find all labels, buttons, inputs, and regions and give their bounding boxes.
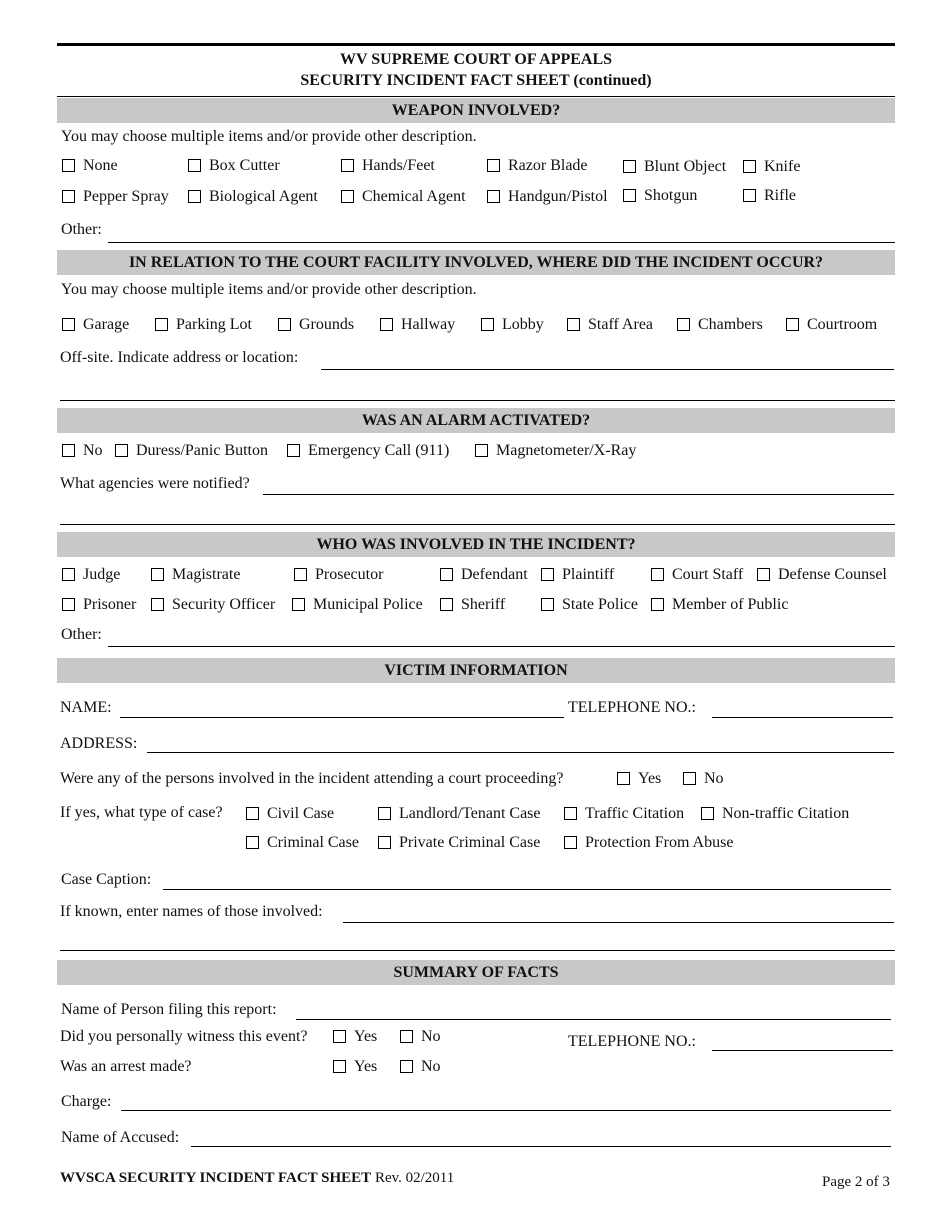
checkbox-box[interactable]	[62, 444, 75, 457]
checkbox-involved-defense-counsel[interactable]: Defense Counsel	[757, 566, 887, 584]
involved-other-field[interactable]	[108, 646, 895, 647]
checkbox-box[interactable]	[651, 598, 664, 611]
checkbox-witness-yes[interactable]: Yes	[333, 1028, 377, 1046]
names-involved-field[interactable]	[343, 922, 894, 923]
checkbox-involved-plaintiff[interactable]: Plaintiff	[541, 566, 614, 584]
checkbox-location-hallway[interactable]: Hallway	[380, 316, 455, 334]
agencies-field[interactable]	[263, 494, 894, 495]
checkbox-box[interactable]	[677, 318, 690, 331]
charge-label: Charge:	[61, 1093, 112, 1110]
victim-address-field[interactable]	[147, 752, 894, 753]
checkbox-box[interactable]	[188, 159, 201, 172]
checkbox-case-private-criminal[interactable]: Private Criminal Case	[378, 834, 540, 852]
checkbox-box[interactable]	[62, 190, 75, 203]
checkbox-box[interactable]	[564, 807, 577, 820]
checkbox-box[interactable]	[481, 318, 494, 331]
checkbox-box[interactable]	[246, 836, 259, 849]
checkbox-involved-prosecutor[interactable]: Prosecutor	[294, 566, 383, 584]
checkbox-box[interactable]	[400, 1030, 413, 1043]
alarm-section-header: WAS AN ALARM ACTIVATED?	[57, 408, 895, 433]
victim-address-label: ADDRESS:	[60, 735, 138, 752]
checkbox-box[interactable]	[743, 160, 756, 173]
checkbox-involved-court-staff[interactable]: Court Staff	[651, 566, 743, 584]
names-involved-label: If known, enter names of those involved:	[60, 903, 323, 920]
checkbox-box[interactable]	[246, 807, 259, 820]
victim-telephone-label: TELEPHONE NO.:	[568, 699, 696, 716]
checkbox-box[interactable]	[623, 189, 636, 202]
checkbox-box[interactable]	[292, 598, 305, 611]
checkbox-weapon-pepper-spray[interactable]: Pepper Spray	[62, 188, 169, 206]
checkbox-box[interactable]	[278, 318, 291, 331]
checkbox-box[interactable]	[623, 160, 636, 173]
checkbox-arrest-no[interactable]: No	[400, 1058, 441, 1076]
agencies-label: What agencies were notified?	[60, 475, 250, 492]
checkbox-box[interactable]	[564, 836, 577, 849]
location-note: You may choose multiple items and/or provide other description.	[61, 281, 477, 298]
offsite-field-line-2[interactable]	[60, 400, 895, 401]
checkbox-involved-judge[interactable]: Judge	[62, 566, 120, 584]
checkbox-location-garage[interactable]: Garage	[62, 316, 129, 334]
checkbox-box[interactable]	[400, 1060, 413, 1073]
checkbox-involved-member-of-public[interactable]: Member of Public	[651, 596, 788, 614]
checkbox-box[interactable]	[155, 318, 168, 331]
checkbox-witness-no[interactable]: No	[400, 1028, 441, 1046]
checkbox-box[interactable]	[487, 190, 500, 203]
names-involved-field-line-2[interactable]	[60, 950, 895, 951]
checkbox-case-criminal[interactable]: Criminal Case	[246, 834, 359, 852]
checkbox-box[interactable]	[567, 318, 580, 331]
checkbox-box[interactable]	[378, 807, 391, 820]
checkbox-location-chambers[interactable]: Chambers	[677, 316, 763, 334]
checkbox-location-parking-lot[interactable]: Parking Lot	[155, 316, 252, 334]
checkbox-weapon-chemical-agent[interactable]: Chemical Agent	[341, 188, 466, 206]
offsite-field[interactable]	[321, 369, 894, 370]
checkbox-involved-prisoner[interactable]: Prisoner	[62, 596, 136, 614]
victim-name-label: NAME:	[60, 699, 112, 716]
checkbox-alarm-emergency-call[interactable]: Emergency Call (911)	[287, 442, 449, 460]
checkbox-location-grounds[interactable]: Grounds	[278, 316, 354, 334]
filer-label: Name of Person filing this report:	[61, 1001, 277, 1018]
filer-field[interactable]	[296, 1019, 891, 1020]
checkbox-box[interactable]	[475, 444, 488, 457]
page-number: Page 2 of 3	[822, 1174, 890, 1190]
witness-question: Did you personally witness this event?	[60, 1028, 308, 1045]
checkbox-box[interactable]	[62, 598, 75, 611]
checkbox-involved-security-officer[interactable]: Security Officer	[151, 596, 275, 614]
weapon-other-label: Other:	[61, 221, 102, 238]
checkbox-box[interactable]	[440, 568, 453, 581]
checkbox-location-courtroom[interactable]: Courtroom	[786, 316, 877, 334]
checkbox-box[interactable]	[62, 159, 75, 172]
checkbox-case-non-traffic-citation[interactable]: Non-traffic Citation	[701, 805, 849, 823]
checkbox-court-proceeding-no[interactable]: No	[683, 770, 724, 788]
case-caption-field[interactable]	[163, 889, 891, 890]
checkbox-box[interactable]	[541, 598, 554, 611]
checkbox-box[interactable]	[62, 318, 75, 331]
weapon-section-header: WEAPON INVOLVED?	[57, 98, 895, 123]
checkbox-involved-state-police[interactable]: State Police	[541, 596, 638, 614]
checkbox-box[interactable]	[541, 568, 554, 581]
filer-telephone-label: TELEPHONE NO.:	[568, 1033, 696, 1050]
checkbox-weapon-handgun-pistol[interactable]: Handgun/Pistol	[487, 188, 608, 206]
involved-other-label: Other:	[61, 626, 102, 643]
checkbox-alarm-magnetometer[interactable]: Magnetometer/X-Ray	[475, 442, 636, 460]
checkbox-box[interactable]	[341, 190, 354, 203]
footer-form-name: WVSCA SECURITY INCIDENT FACT SHEET	[60, 1170, 372, 1186]
checkbox-box[interactable]	[440, 598, 453, 611]
checkbox-box[interactable]	[341, 159, 354, 172]
checkbox-box[interactable]	[62, 568, 75, 581]
victim-name-field[interactable]	[120, 717, 564, 718]
checkbox-alarm-duress-panic-button[interactable]: Duress/Panic Button	[115, 442, 268, 460]
accused-label: Name of Accused:	[61, 1129, 180, 1146]
checkbox-box[interactable]	[617, 772, 630, 785]
checkbox-box[interactable]	[333, 1030, 346, 1043]
checkbox-box[interactable]	[115, 444, 128, 457]
agencies-field-line-2[interactable]	[60, 524, 895, 525]
checkbox-box[interactable]	[757, 568, 770, 581]
court-proceeding-question: Were any of the persons involved in the incident attending a court proceeding?	[60, 770, 564, 787]
checkbox-involved-defendant[interactable]: Defendant	[440, 566, 528, 584]
victim-section-header: VICTIM INFORMATION	[57, 658, 895, 683]
checkbox-case-civil[interactable]: Civil Case	[246, 805, 334, 823]
summary-section-header: SUMMARY OF FACTS	[57, 960, 895, 985]
charge-field[interactable]	[121, 1110, 891, 1111]
victim-telephone-field[interactable]	[712, 717, 893, 718]
top-rule	[57, 43, 895, 46]
checkbox-case-traffic-citation[interactable]: Traffic Citation	[564, 805, 684, 823]
checkbox-involved-magistrate[interactable]: Magistrate	[151, 566, 240, 584]
checkbox-box[interactable]	[287, 444, 300, 457]
checkbox-box[interactable]	[378, 836, 391, 849]
checkbox-weapon-rifle[interactable]: Rifle	[743, 187, 796, 205]
checkbox-weapon-box-cutter[interactable]: Box Cutter	[188, 157, 280, 175]
checkbox-weapon-none[interactable]: None	[62, 157, 118, 175]
checkbox-weapon-hands-feet[interactable]: Hands/Feet	[341, 157, 435, 175]
checkbox-box[interactable]	[683, 772, 696, 785]
checkbox-case-protection-from-abuse[interactable]: Protection From Abuse	[564, 834, 733, 852]
checkbox-box[interactable]	[151, 568, 164, 581]
checkbox-weapon-knife[interactable]: Knife	[743, 158, 800, 176]
checkbox-alarm-no[interactable]: No	[62, 442, 103, 460]
checkbox-box[interactable]	[701, 807, 714, 820]
checkbox-box[interactable]	[188, 190, 201, 203]
weapon-note: You may choose multiple items and/or provide other description.	[61, 128, 477, 145]
weapon-other-field[interactable]	[108, 242, 895, 243]
checkbox-location-lobby[interactable]: Lobby	[481, 316, 544, 334]
checkbox-box[interactable]	[333, 1060, 346, 1073]
checkbox-box[interactable]	[651, 568, 664, 581]
court-title: WV SUPREME COURT OF APPEALS	[339, 51, 613, 68]
accused-field[interactable]	[191, 1146, 891, 1147]
case-caption-label: Case Caption:	[61, 871, 152, 888]
checkbox-arrest-yes[interactable]: Yes	[333, 1058, 377, 1076]
checkbox-box[interactable]	[380, 318, 393, 331]
footer-form-id	[60, 1170, 454, 1187]
checkbox-box[interactable]	[151, 598, 164, 611]
checkbox-weapon-razor-blade[interactable]: Razor Blade	[487, 157, 588, 175]
checkbox-weapon-biological-agent[interactable]: Biological Agent	[188, 188, 318, 206]
case-type-label: If yes, what type of case?	[60, 804, 223, 821]
form-title: SECURITY INCIDENT FACT SHEET (continued)	[300, 72, 652, 89]
checkbox-court-proceeding-yes[interactable]: Yes	[617, 770, 661, 788]
footer-revision: Rev. 02/2011	[374, 1170, 455, 1186]
offsite-label: Off-site. Indicate address or location:	[60, 349, 299, 366]
header-rule	[57, 96, 895, 97]
arrest-question: Was an arrest made?	[60, 1058, 192, 1075]
checkbox-box[interactable]	[743, 189, 756, 202]
filer-telephone-field[interactable]	[712, 1050, 893, 1051]
checkbox-box[interactable]	[786, 318, 799, 331]
checkbox-case-landlord-tenant[interactable]: Landlord/Tenant Case	[378, 805, 541, 823]
checkbox-box[interactable]	[487, 159, 500, 172]
checkbox-location-staff-area[interactable]: Staff Area	[567, 316, 653, 334]
location-section-header: IN RELATION TO THE COURT FACILITY INVOLVED, WHERE DID THE INCIDENT OCCUR?	[57, 250, 895, 275]
checkbox-weapon-shotgun[interactable]: Shotgun	[623, 187, 697, 205]
checkbox-weapon-blunt-object[interactable]: Blunt Object	[623, 158, 726, 176]
checkbox-involved-municipal-police[interactable]: Municipal Police	[292, 596, 423, 614]
checkbox-involved-sheriff[interactable]: Sheriff	[440, 596, 505, 614]
checkbox-box[interactable]	[294, 568, 307, 581]
involved-section-header: WHO WAS INVOLVED IN THE INCIDENT?	[57, 532, 895, 557]
